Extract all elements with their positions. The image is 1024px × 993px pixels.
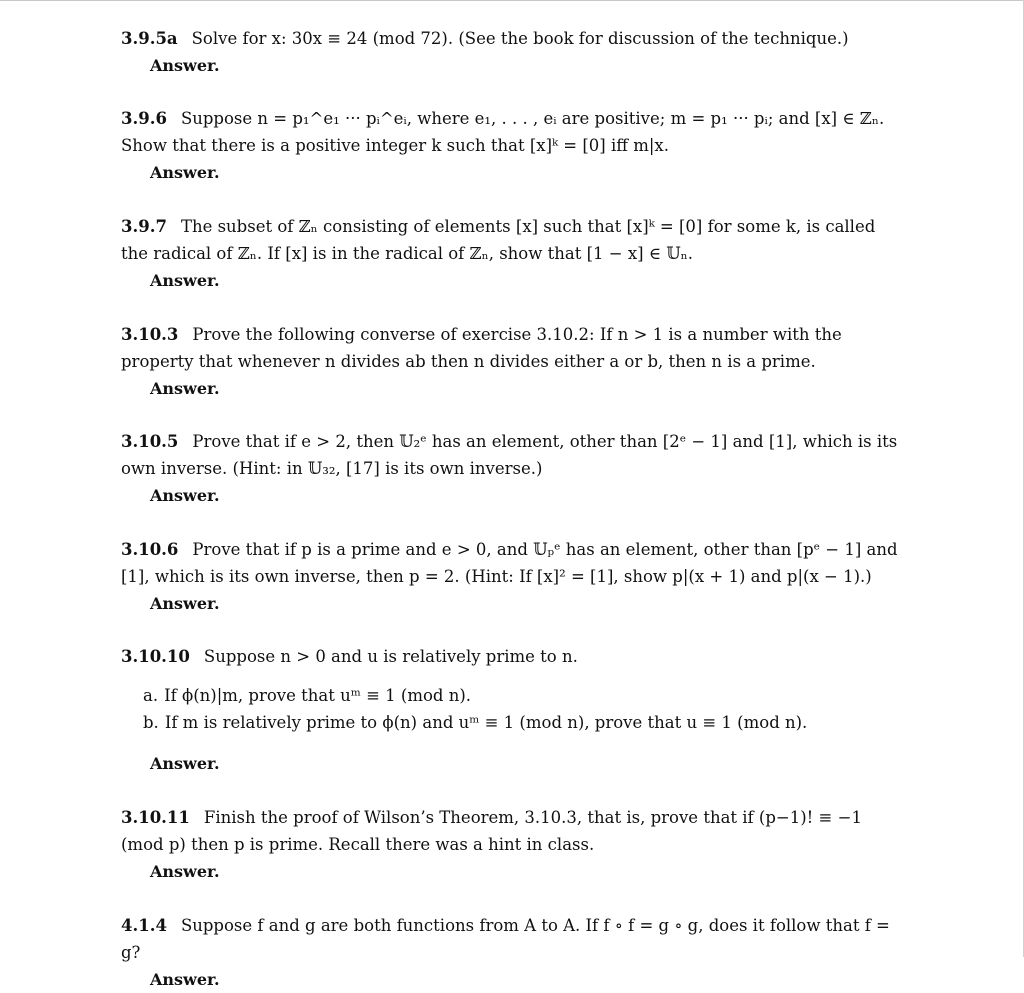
problem-3-10-3 [121,321,903,402]
problem-3-9-6 [121,105,903,186]
subpart-label: b. [143,713,159,732]
problem-4-1-4 [121,912,903,993]
answer-label: Answer. [150,271,220,290]
problem-3-10-11 [121,804,903,885]
problem-statement: Prove the following converse of exercise 3.10.2: If n > 1 is a number with the property that whenever n divides ab then n divides either a or b, then n is a prime. [121,325,842,371]
answer-label: Answer. [150,862,220,881]
problem-statement: Solve for x: 30x ≡ 24 (mod 72). (See the book for discussion of the technique.) [191,29,849,48]
problem-number: 3.9.7 [121,217,167,236]
answer-label: Answer. [150,486,220,505]
answer-label: Answer. [150,754,220,773]
problem-number: 3.10.10 [121,647,190,666]
problem-statement: The subset of ℤₙ consisting of elements [x] such that [x]ᵏ = [0] for some k, is called the radical of ℤₙ. If [x] is in the radical of ℤₙ, show that [1 − x] ∈ 𝕌ₙ. [121,217,876,263]
page-top-border [0,0,1024,1]
answer-label: Answer. [150,163,220,182]
answer-label: Answer. [150,970,220,989]
subpart-list [121,682,903,736]
problem-3-10-6 [121,536,903,617]
problem-statement: Finish the proof of Wilson’s Theorem, 3.10.3, that is, prove that if (p−1)! ≡ −1 (mod p) then p is prime. Recall there was a hint in class. [121,808,862,854]
problem-number: 3.10.3 [121,325,179,344]
problem-number: 3.10.5 [121,432,179,451]
answer-label: Answer. [150,379,220,398]
problem-number: 3.9.6 [121,109,167,128]
answer-label: Answer. [150,594,220,613]
problem-number: 3.10.11 [121,808,190,827]
problem-statement: Suppose f and g are both functions from A to A. If f ∘ f = g ∘ g, does it follow that f = g? [121,916,890,962]
subpart-label: a. [143,686,159,705]
subpart-text: If ϕ(n)|m, prove that uᵐ ≡ 1 (mod n). [164,686,472,705]
problem-statement: Suppose n > 0 and u is relatively prime to n. [203,647,578,666]
problem-3-10-10 [121,643,903,777]
problem-statement: Prove that if p is a prime and e > 0, and 𝕌ₚᵉ has an element, other than [pᵉ − 1] and [1], which is its own inverse, then p = 2. (Hint: If [x]² = [1], show p|(x + 1) and p|(x − 1).) [121,540,898,586]
problem-number: 4.1.4 [121,916,167,935]
problem-number: 3.10.6 [121,540,179,559]
problem-3-9-5a [121,25,903,79]
problem-3-9-7 [121,213,903,294]
subpart-a [143,682,903,709]
subpart-text: If m is relatively prime to ϕ(n) and uᵐ ≡ 1 (mod n), prove that u ≡ 1 (mod n). [164,713,808,732]
answer-label: Answer. [150,56,220,75]
subpart-b [143,709,903,736]
problem-number: 3.9.5a [121,29,178,48]
problem-3-10-5 [121,428,903,509]
problem-statement: Suppose n = p₁^e₁ ··· pᵢ^eᵢ, where e₁, . . . , eᵢ are positive; m = p₁ ··· pᵢ; and [x] ∈ ℤₙ. Show that there is a positive integer k such that [x]ᵏ = [0] iff m|x. [121,109,885,155]
problem-statement: Prove that if e > 2, then 𝕌₂ᵉ has an element, other than [2ᵉ − 1] and [1], which is its own inverse. (Hint: in 𝕌₃₂, [17] is its own inverse.) [121,432,898,478]
